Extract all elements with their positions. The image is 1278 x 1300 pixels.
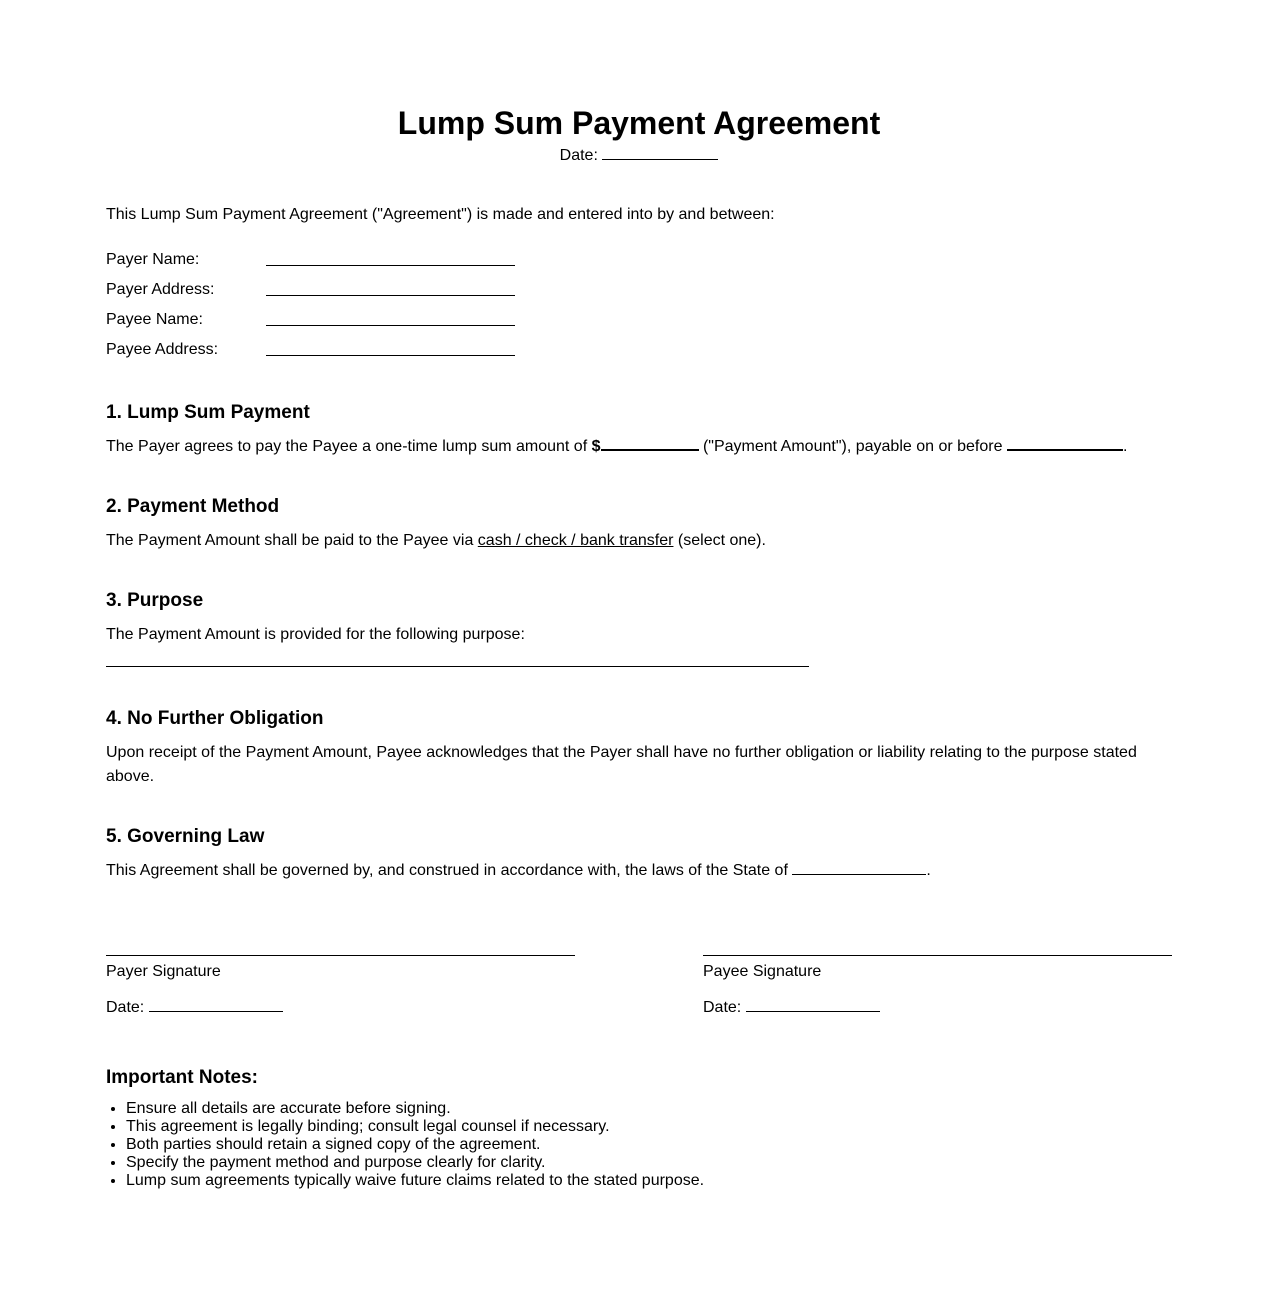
payee-address-blank[interactable]	[266, 355, 515, 356]
method-text-before: The Payment Amount shall be paid to the Payee via	[106, 532, 474, 549]
payee-address-row	[106, 339, 526, 361]
document-date	[0, 145, 1278, 166]
document-date-blank[interactable]	[602, 145, 718, 160]
payer-signature-line[interactable]	[106, 955, 575, 956]
list-item: • Ensure all details are accurate before signing.	[126, 1100, 704, 1118]
purpose-blank[interactable]	[106, 666, 809, 667]
payee-signature-label: Payee Signature	[703, 963, 822, 980]
currency-symbol: $	[591, 438, 601, 455]
payee-name-row	[106, 309, 526, 331]
payment-text-middle: ("Payment Amount"), payable on or before	[702, 438, 1003, 455]
payee-signature-line[interactable]	[703, 955, 1172, 956]
payer-signature-label: Payer Signature	[106, 963, 221, 980]
law-text-end: .	[926, 862, 931, 879]
document-date-label: Date:	[559, 147, 598, 164]
payee-date-label: Date:	[703, 999, 742, 1016]
payer-address-label: Payer Address:	[106, 281, 215, 298]
payee-date-blank[interactable]	[746, 997, 880, 1012]
list-item: • Lump sum agreements typically waive future claims related to the stated purpose.	[126, 1172, 704, 1190]
notes-heading: Important Notes:	[106, 1067, 258, 1088]
section-purpose-text: The Payment Amount is provided for the following purpose:	[106, 626, 525, 643]
payee-name-blank[interactable]	[266, 325, 515, 326]
payment-amount-blank[interactable]	[601, 435, 699, 451]
document-title: Lump Sum Payment Agreement	[397, 105, 881, 141]
section-law-text	[106, 859, 931, 883]
payee-address-label: Payee Address:	[106, 341, 219, 358]
state-blank[interactable]	[792, 860, 926, 875]
section-payment-heading: 1. Lump Sum Payment	[106, 402, 310, 423]
section-law-heading: 5. Governing Law	[106, 826, 265, 847]
section-payment-text	[106, 435, 1127, 459]
payment-text-before: The Payer agrees to pay the Payee a one-time lump sum amount of	[106, 438, 588, 455]
section-obligation-heading: 4. No Further Obligation	[106, 708, 324, 729]
notes-list	[106, 1100, 704, 1190]
section-method-text	[106, 529, 766, 553]
method-text-after: (select one).	[677, 532, 766, 549]
payer-date-label: Date:	[106, 999, 145, 1016]
payee-signature-date	[703, 997, 880, 1019]
payment-method-options[interactable]: cash / check / bank transfer	[477, 532, 674, 549]
payment-due-date-blank[interactable]	[1007, 435, 1123, 451]
payer-address-blank[interactable]	[266, 295, 515, 296]
section-purpose-heading: 3. Purpose	[106, 590, 204, 611]
payer-name-label: Payer Name:	[106, 251, 200, 268]
intro-paragraph: This Lump Sum Payment Agreement ("Agreement") is made and entered into by and between:	[106, 206, 775, 223]
section-method-heading: 2. Payment Method	[106, 496, 280, 517]
payer-name-blank[interactable]	[266, 265, 515, 266]
law-text-before: This Agreement shall be governed by, and construed in accordance with, the laws of the State of	[106, 862, 788, 879]
list-item: • Both parties should retain a signed copy of the agreement.	[126, 1136, 704, 1154]
payer-address-row	[106, 279, 526, 301]
payer-name-row	[106, 249, 526, 271]
payee-name-label: Payee Name:	[106, 311, 203, 328]
list-item: • This agreement is legally binding; consult legal counsel if necessary.	[126, 1118, 704, 1136]
payer-signature-date	[106, 997, 283, 1019]
payment-text-end: .	[1122, 438, 1128, 455]
payer-date-blank[interactable]	[149, 997, 283, 1012]
list-item: • Specify the payment method and purpose clearly for clarity.	[126, 1154, 704, 1172]
section-obligation-text: Upon receipt of the Payment Amount, Payee acknowledges that the Payer shall have no further obligation or liability relating to the purpose stated above.	[106, 744, 1137, 785]
